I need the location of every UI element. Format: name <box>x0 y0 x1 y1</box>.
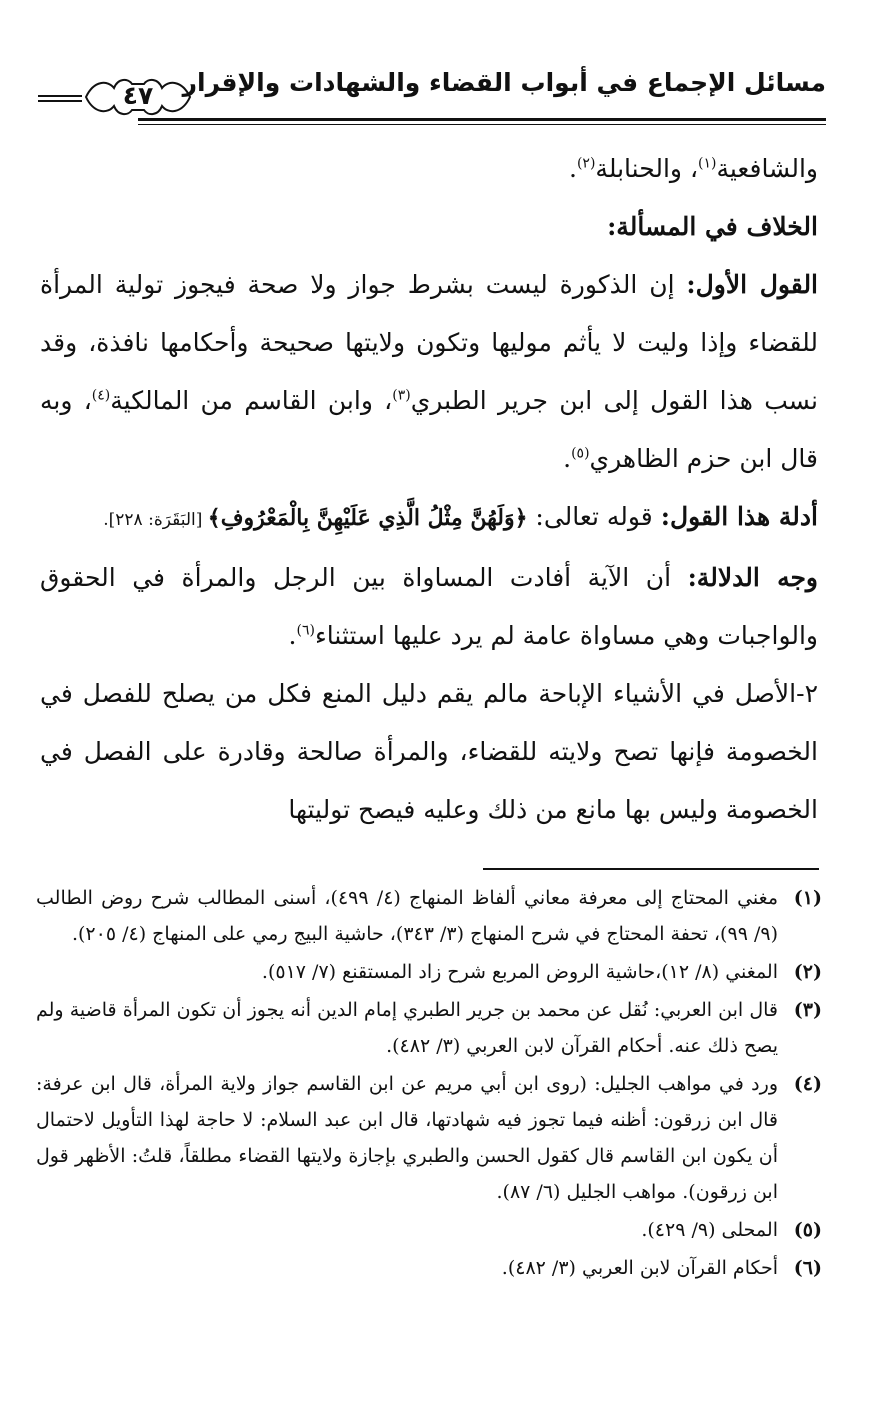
footnote-number: (٤) <box>793 1073 822 1095</box>
intro-end: . <box>569 154 577 183</box>
inference-end: . <box>288 621 297 650</box>
inference-label: وجه الدلالة: <box>687 563 818 592</box>
inference-text: أن الآية أفادت المساواة بين الرجل والمرأة في الحقوق والواجبات وهي مساواة عامة لم يرد عليها استثناء <box>40 563 818 650</box>
page-number: ٤٧ <box>122 81 154 110</box>
evidence-paragraph <box>40 488 818 549</box>
point-2-paragraph: ٢-الأصل في الأشياء الإباحة مالم يقم دليل المنع فكل من يصلح للفصل في الخصومة فإنها تصح ولايته للقضاء، والمرأة صالحة وقادرة على الفصل في الخصومة وليس بها مانع من ذلك وعليه فيصح توليتها <box>40 679 818 824</box>
intro-text: والشافعية <box>716 154 818 183</box>
footnote-separator <box>483 868 819 870</box>
intro-line <box>40 140 818 198</box>
footnote-item <box>36 1250 822 1286</box>
first-opinion-text: إن الذكورة ليست بشرط جواز ولا صحة فيجوز تولية المرأة للقضاء وإذا وليت لا يأثم موليها وتكون ولايتها صحيحة وأحكامها نافذة، وقد نسب هذا القول إلى ابن جرير الطبري <box>40 270 819 415</box>
section-heading: الخلاف في المسألة: <box>607 212 818 241</box>
footnote-item <box>36 1212 822 1248</box>
header-double-line <box>38 95 82 103</box>
first-opinion-text-3: ، وبه قال ابن حزم الظاهري <box>40 386 818 473</box>
page-number-ornament <box>82 74 194 120</box>
header-title: مسائل الإجماع في أبواب القضاء والشهادات والإقرار <box>182 68 826 97</box>
inference-paragraph <box>40 549 818 665</box>
footnotes <box>36 880 822 1288</box>
footnote-ref-4: (٤) <box>91 387 111 404</box>
footnote-item <box>36 880 822 952</box>
first-opinion-paragraph <box>40 256 818 488</box>
first-opinion-text-2: ، وابن القاسم من المالكية <box>110 386 393 415</box>
footnote-text: قال ابن العربي: نُقل عن محمد بن جرير الطبري إمام الدين أنه يجوز أن تكون المرأة قاضية ولم يصح ذلك عنه. أحكام القرآن لابن العربي (٣/ ٤٨٢). <box>36 999 778 1057</box>
footnote-number: (٥) <box>793 1219 822 1241</box>
footnote-text: أحكام القرآن لابن العربي (٣/ ٤٨٢). <box>501 1257 778 1279</box>
header-rule <box>138 118 826 125</box>
evidence-label: أدلة هذا القول: <box>660 502 818 531</box>
intro-mid: ، والحنابلة <box>595 154 699 183</box>
footnote-item <box>36 992 822 1064</box>
footnote-number: (٢) <box>793 961 822 983</box>
footnote-ref-6: (٦) <box>296 622 315 639</box>
footnote-text: مغني المحتاج إلى معرفة معاني ألفاظ المنهاج (٤/ ٤٩٩)، أسنى المطالب شرح روض الطالب (٩/ ٩٩)، تحفة المحتاج في شرح المنهاج (٣/ ٣٤٣)، حاشية البيج رمي على المنهاج (٤/ ٢٠٥). <box>36 887 778 945</box>
footnote-number: (٣) <box>793 999 822 1021</box>
first-opinion-label: القول الأول: <box>686 270 819 299</box>
quran-verse: ﴿وَلَهُنَّ مِثْلُ الَّذِي عَلَيْهِنَّ بِالْمَعْرُوفِ﴾ <box>207 505 528 531</box>
footnote-number: (٦) <box>793 1257 822 1279</box>
main-text <box>40 140 818 839</box>
footnote-ref-5: (٥) <box>571 445 590 462</box>
footnote-ref-2: (٢) <box>576 155 596 172</box>
footnote-text: المغني (٨/ ١٢)،حاشية الروض المربع شرح زاد المستقنع (٧/ ٥١٧). <box>261 961 778 983</box>
footnote-item <box>36 1066 822 1210</box>
footnote-text: المحلى (٩/ ٤٢٩). <box>641 1219 778 1241</box>
verse-reference: [البَقَرَة: ٢٢٨]. <box>103 510 208 530</box>
footnote-item <box>36 954 822 990</box>
footnote-number: (١) <box>793 887 822 909</box>
evidence-intro: قوله تعالى: <box>527 502 661 531</box>
footnote-ref-1: (١) <box>698 155 717 172</box>
first-opinion-end: . <box>563 444 572 473</box>
footnote-ref-3: (٣) <box>392 387 411 404</box>
running-header <box>38 62 826 132</box>
footnote-text: ورد في مواهب الجليل: (روى ابن أبي مريم عن ابن القاسم جواز ولاية المرأة، قال ابن عرفة: قال ابن زرقون: أظنه فيما تجوز فيه شهادتها، قال ابن عبد السلام: لا حاجة لهذا التأويل لاحتمال أن يكون ابن القاسم قال كقول الحسن والطبري بإجازة ولايتها القضاء مطلقاً، قلتُ: الأظهر قول ابن زرقون). مواهب الجليل (٦/ ٨٧). <box>36 1073 778 1203</box>
